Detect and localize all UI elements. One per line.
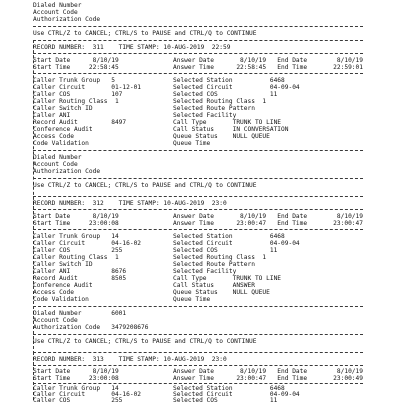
record-time-row: Start Date 8/10/19 Answer Date 8/10/19 End Date 8/10/19 [33,368,363,375]
separator [33,150,363,151]
record-detail-row: Caller Trunk Group 14 Selected Station 6468 [33,385,285,392]
record-header: RECORD NUMBER: 312 TIME STAMP: 10-AUG-2019 23:0 [33,200,227,207]
record-detail-row: Record Audit 8497 Call Type TRUNK TO LINE [33,119,282,126]
separator [33,229,363,230]
separator [33,26,363,27]
record-time-row: Start Time 22:58:45 Answer Time 22:58:45 End Time 22:59:01 [33,64,363,71]
record-detail-row: Code Validation Queue Time [33,296,211,303]
record-detail-row: Caller Trunk Group 14 Selected Station 6468 [33,233,285,240]
record-detail-row: Caller Routing Class 1 Selected Routing Class 1 [33,98,267,105]
record-detail-row: Caller Circuit 04-16-02 Selected Circuit 04-09-04 [33,391,300,398]
separator [33,365,363,366]
separator [33,40,363,41]
record-time-row: Start Time 23:00:08 Answer Time 23:00:47 End Time 23:00:49 [33,375,363,382]
record-detail-row: Caller COS 107 Selected COS 11 [33,91,278,98]
record-detail-row: Code Validation Queue Time [33,140,211,147]
record-time-row: Start Date 8/10/19 Answer Date 8/10/19 End Date 8/10/19 [33,57,363,64]
record-header: RECORD NUMBER: 313 TIME STAMP: 10-AUG-2019 23:0 [33,356,227,363]
record-detail-row: Conference Audit Call Status ANSWER [33,282,255,289]
record-footer-row: Account Code [33,161,78,168]
field-account-code: Account Code [33,9,78,16]
separator [33,178,363,179]
record-footer-row: Dialed Number [33,154,82,161]
field-authorization-code: Authorization Code [33,16,101,23]
record-footer-row: Authorization Code 3479208676 [33,324,149,331]
record-detail-row: Caller ANI Selected Facility [33,112,237,119]
separator [33,73,363,74]
record-header: RECORD NUMBER: 311 TIME STAMP: 10-AUG-2019 22:59 [33,44,231,51]
separator [33,196,363,197]
record-detail-row: Caller Circuit 04-16-02 Selected Circuit 04-09-04 [33,240,300,247]
record-detail-row: Caller Switch ID Selected Route Pattern [33,105,255,112]
record-detail-row: Caller Circuit 01-12-01 Selected Circuit 04-09-04 [33,84,300,91]
separator [33,383,363,384]
continue-prompt: Use CTRL/Z to CANCEL; CTRL/S to PAUSE and CTRL/Q to CONTINUE [33,182,257,189]
separator [33,352,363,353]
continue-prompt: Use CTRL/Z to CANCEL; CTRL/S to PAUSE and CTRL/Q to CONTINUE [33,338,257,345]
separator [33,334,363,335]
record-detail-row: Access Code Queue Status NULL QUEUE [33,133,270,140]
record-time-row: Start Date 8/10/19 Answer Date 8/10/19 End Date 8/10/19 [33,213,363,220]
record-detail-row: Caller Switch ID Selected Route Pattern [33,261,255,268]
record-detail-row: Caller ANI 8676 Selected Facility [33,268,237,275]
record-detail-row: Caller COS 255 Selected COS 11 [33,247,278,254]
record-footer-row: Dialed Number 6001 [33,310,127,317]
field-dialed-number: Dialed Number [33,2,82,9]
separator [33,306,363,307]
separator [33,53,363,54]
record-time-row: Start Time 23:00:08 Answer Time 23:00:47 End Time 23:00:47 [33,220,363,227]
record-detail-row: Record Audit 8505 Call Type TRUNK TO LINE [33,275,282,282]
record-footer-row: Authorization Code [33,168,101,175]
record-detail-row: Conference Audit Call Status IN CONVERSATION [33,126,289,133]
record-detail-row: Caller Trunk Group 5 Selected Station 6468 [33,77,285,84]
record-footer-row: Account Code [33,317,78,324]
record-detail-row: Caller COS 255 Selected COS 11 [33,397,278,404]
record-detail-row: Access Code Queue Status NULL QUEUE [33,289,270,296]
continue-prompt: Use CTRL/Z to CANCEL; CTRL/S to PAUSE and CTRL/Q to CONTINUE [33,30,257,37]
separator [33,209,363,210]
record-detail-row: Caller Routing Class 1 Selected Routing Class 1 [33,254,267,261]
